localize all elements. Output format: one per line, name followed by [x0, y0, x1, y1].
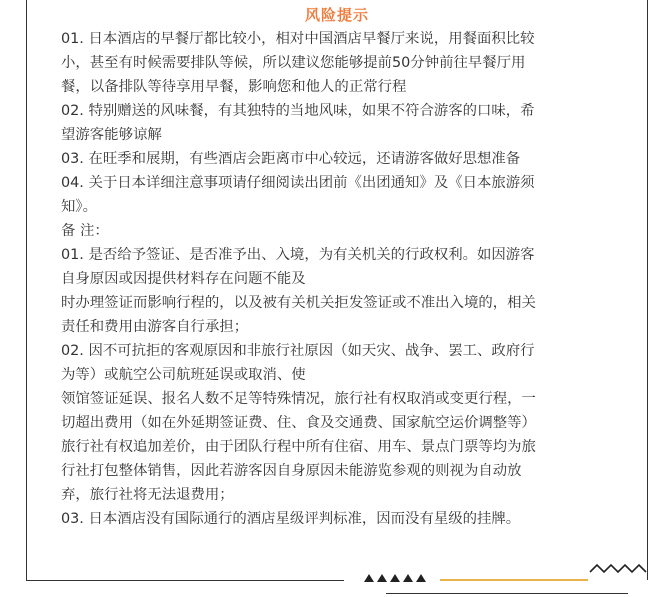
triangle-icon [364, 574, 374, 582]
bottom-border-left [26, 580, 344, 581]
text-line: 知》。 [61, 199, 97, 215]
gold-accent-line [440, 579, 588, 581]
bottom-border-right [386, 593, 628, 594]
text-line: 01. 日本酒店的早餐厅都比较小，相对中国酒店早餐厅来说，用餐面积比较 [61, 31, 535, 47]
text-line: 切超出费用（如在外延期签证费、住、食及交通费、国家航空运价调整等） [61, 415, 536, 431]
remarks-heading: 备 注： [61, 223, 109, 239]
triangle-icon [403, 574, 413, 582]
notice-content [61, 27, 635, 531]
triangle-dots-decoration [364, 574, 426, 584]
text-line: 01. 是否给予签证、是否准予出、入境，为有关机关的行政权利。如因游客 [61, 247, 535, 263]
text-line: 旅行社有权追加差价，由于团队行程中所有住宿、用车、景点门票等均为旅 [61, 439, 536, 455]
text-line: 为等）或航空公司航班延误或取消、使 [61, 367, 306, 383]
text-line: 领馆签证延误、报名人数不足等特殊情况，旅行社有权取消或变更行程，一 [61, 391, 536, 407]
text-line: 03. 在旺季和展期，有些酒店会距离市中心较远，还请游客做好思想准备 [61, 151, 521, 167]
text-line: 02. 因不可抗拒的客观原因和非旅行社原因（如天灾、战争、罢工、政府行 [61, 343, 535, 359]
text-line: 小，甚至有时候需要排队等候，所以建议您能够提前50分钟前往早餐厅用 [61, 55, 526, 71]
text-line: 餐，以备排队等待享用早餐，影响您和他人的正常行程 [61, 79, 407, 95]
zigzag-icon [588, 560, 650, 580]
triangle-icon [416, 574, 426, 582]
text-line: 弃，旅行社将无法退费用； [61, 487, 234, 503]
triangle-icon [377, 574, 387, 582]
text-line: 望游客能够谅解 [61, 127, 162, 143]
page-title: 风险提示 [304, 6, 369, 24]
text-line: 02. 特别赠送的风味餐，有其独特的当地风味，如果不符合游客的口味，希 [61, 103, 535, 119]
text-line: 时办理签证而影响行程的，以及被有关机关拒发签证或不准出入境的，相关 [61, 295, 536, 311]
text-line: 自身原因或因提供材料存在问题不能及 [61, 271, 306, 287]
text-line: 行社打包整体销售，因此若游客因自身原因未能游览参观的则视为自动放 [61, 463, 522, 479]
text-line: 责任和费用由游客自行承担； [61, 319, 249, 335]
text-line: 03. 日本酒店没有国际通行的酒店星级评判标准，因而没有星级的挂牌。 [61, 511, 521, 527]
triangle-icon [390, 574, 400, 582]
text-line: 04. 关于日本详细注意事项请仔细阅读出团前《出团通知》及《日本旅游须 [61, 175, 535, 191]
risk-notice-card [26, 0, 648, 580]
